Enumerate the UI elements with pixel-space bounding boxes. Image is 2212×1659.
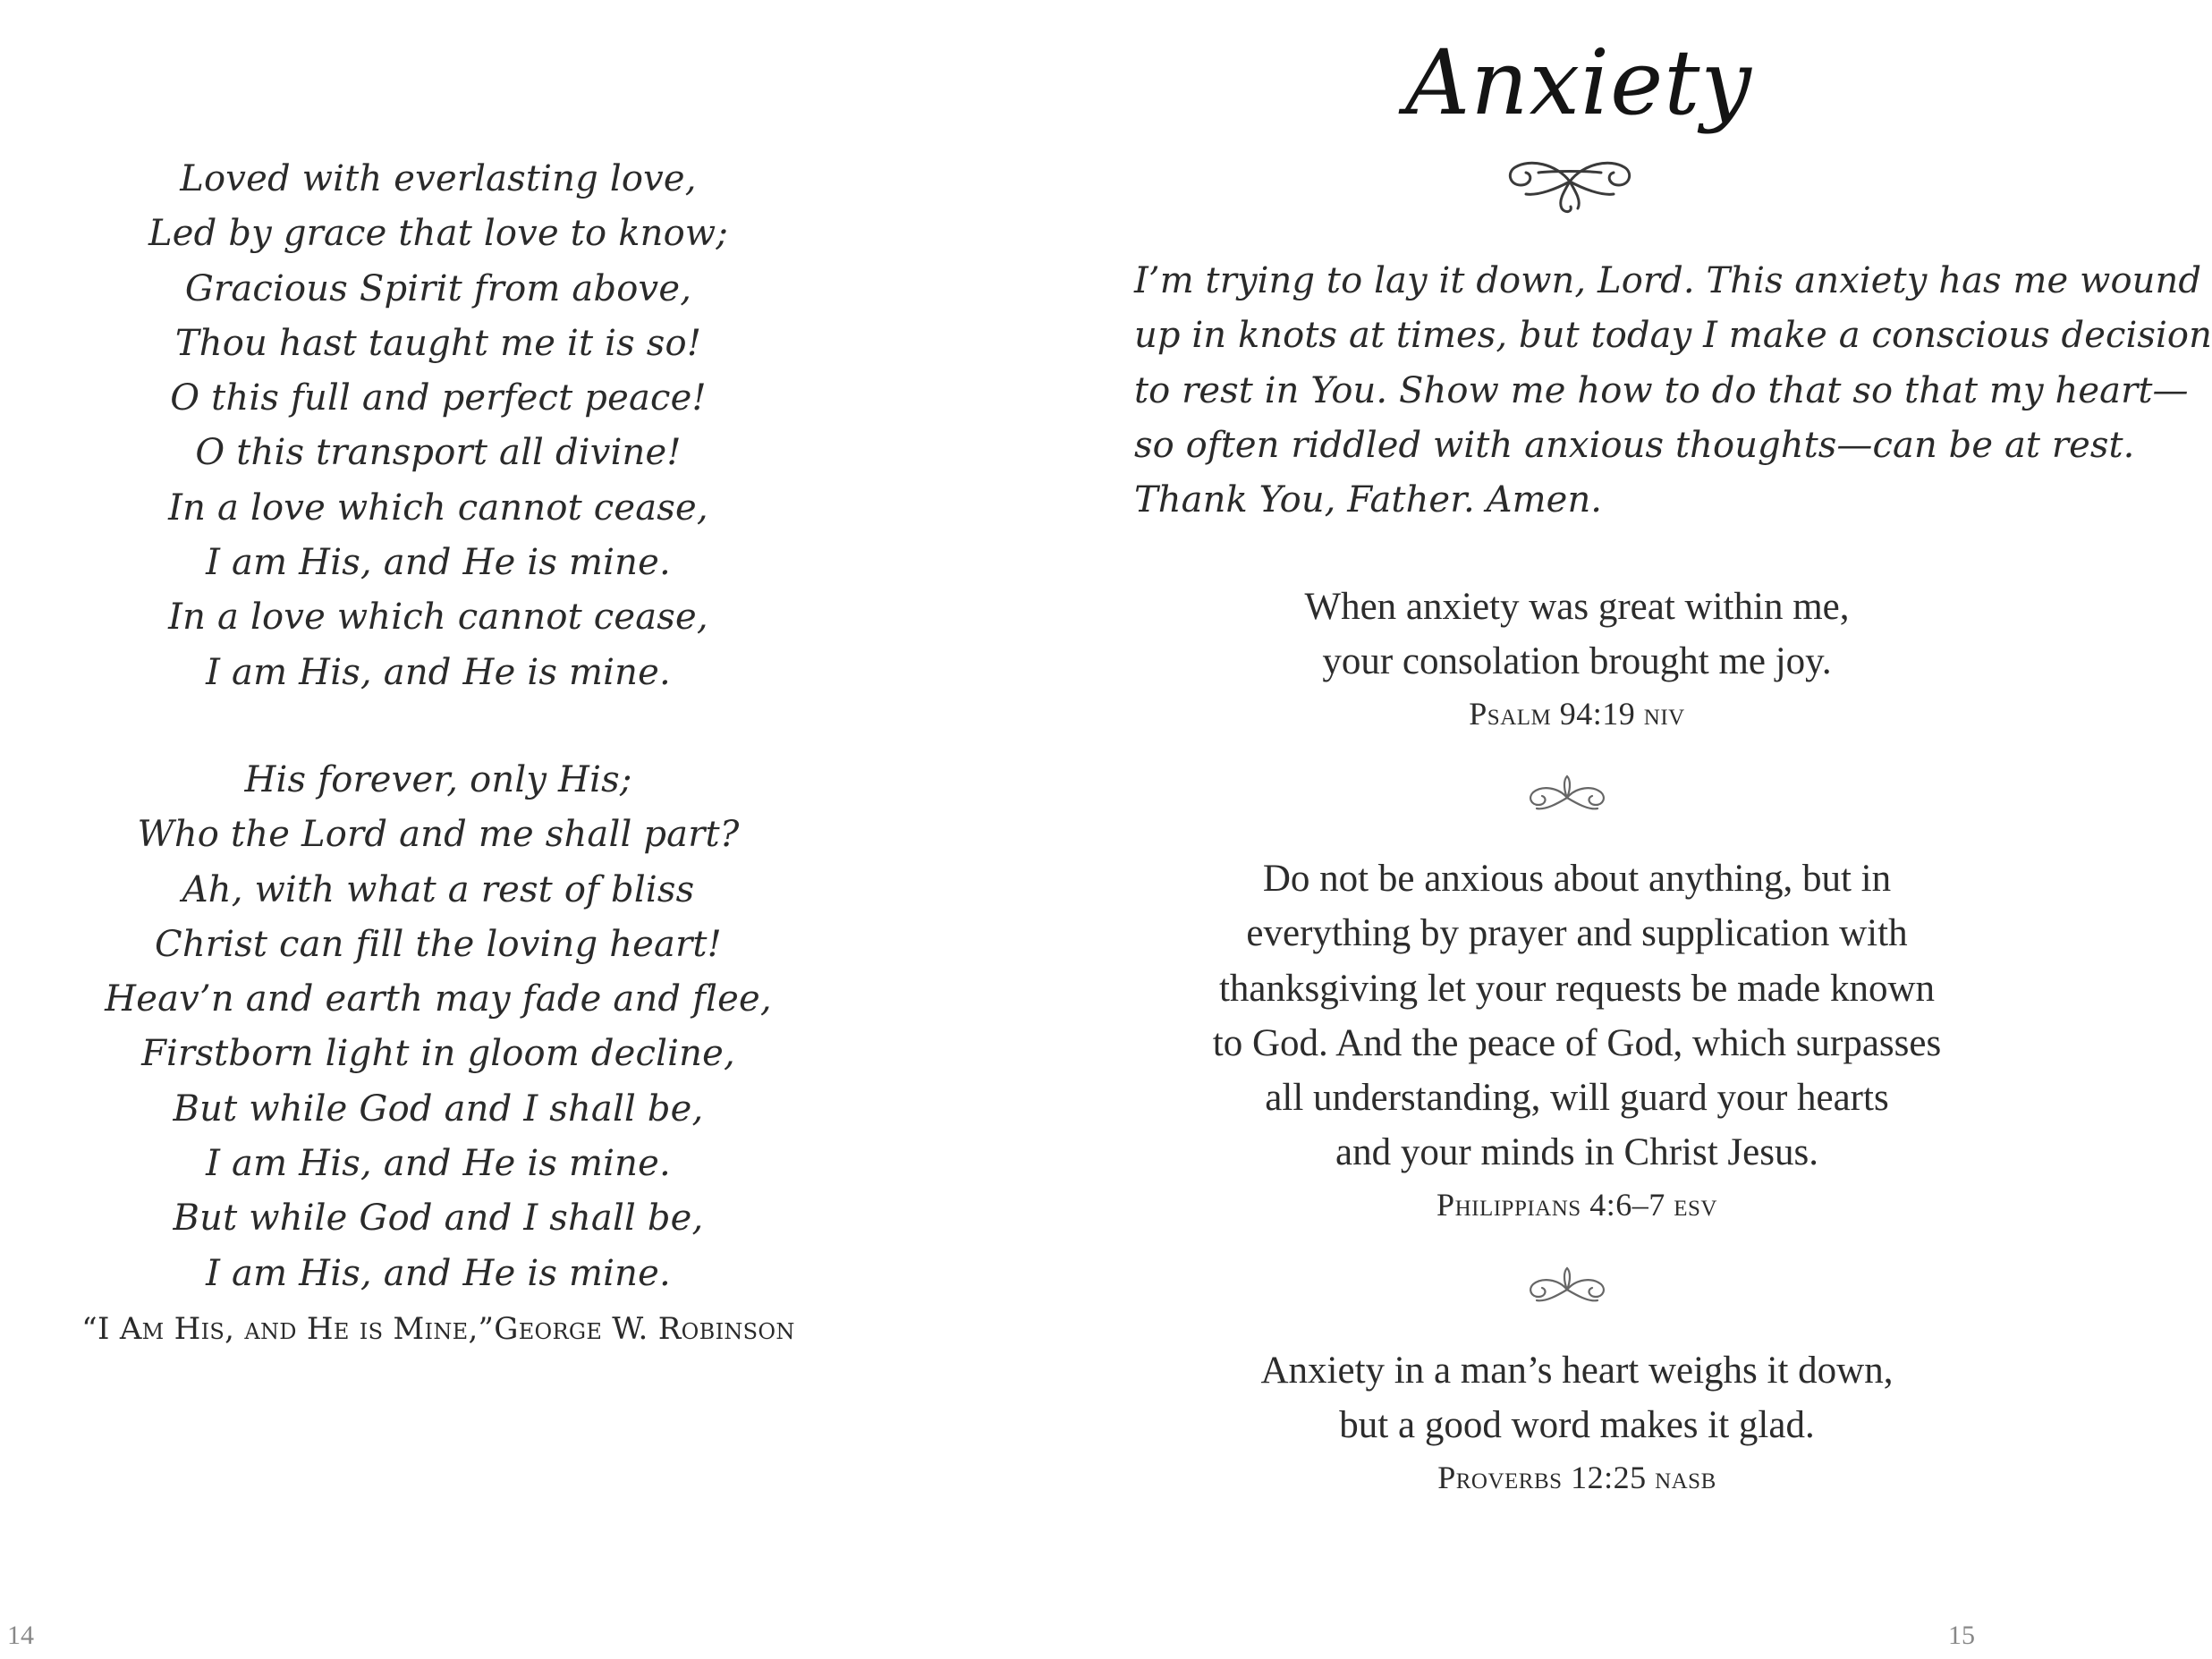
poem-line: I am His, and He is mine. xyxy=(206,1143,671,1185)
poem-line: His forever, only His; xyxy=(244,759,632,800)
poem-line: Ah, with what a rest of bliss xyxy=(182,868,695,910)
page-number-right: 15 xyxy=(1948,1621,1975,1650)
attribution-song: “I Am His, and He is Mine,” xyxy=(81,1311,495,1347)
prayer-line: I’m trying to lay it down, Lord. This anxiety has me wound xyxy=(1134,260,2202,301)
verse-line: When anxiety was great within me, xyxy=(1304,586,1850,628)
poem-attribution xyxy=(0,1311,877,1347)
prayer-line: so often riddled with anxious thoughts—can be at rest. xyxy=(1134,424,2135,466)
verse-reference: Philippians 4:6–7 esv xyxy=(1437,1186,1717,1223)
verse-line: everything by prayer and supplication with xyxy=(1246,912,1908,955)
poem-line: O this full and perfect peace! xyxy=(170,377,707,419)
poem-line: Heav’n and earth may fade and flee, xyxy=(105,978,772,1020)
verse-line: thanksgiving let your requests be made known xyxy=(1218,967,1936,1010)
prayer-line: Thank You, Father. Amen. xyxy=(1134,479,1603,521)
verse-line: your consolation brought me joy. xyxy=(1322,640,1832,683)
poem-stanza-2 xyxy=(0,753,877,1301)
verse-line: Do not be anxious about anything, but in xyxy=(1262,858,1892,900)
poem-line: Led by grace that love to know; xyxy=(148,213,729,255)
poem-line: Gracious Spirit from above, xyxy=(184,267,692,309)
verse-line: and your minds in Christ Jesus. xyxy=(1335,1131,1818,1174)
scripture-verse xyxy=(1134,1343,2020,1502)
poem-line: Firstborn light in gloom decline, xyxy=(141,1033,735,1075)
poem-line: I am His, and He is mine. xyxy=(206,542,671,584)
poem-line: But while God and I shall be, xyxy=(173,1198,704,1240)
poem-line: But while God and I shall be, xyxy=(173,1088,704,1130)
poem-line: I am His, and He is mine. xyxy=(206,1252,671,1294)
prayer-line: to rest in You. Show me how to do that so that my heart— xyxy=(1134,369,2189,411)
attribution-author: George W. Robinson xyxy=(494,1311,795,1347)
prayer-line: up in knots at times, but today I make a conscious decision xyxy=(1134,315,2212,357)
page-title: Anxiety xyxy=(1405,30,1752,135)
verse-line: but a good word makes it glad. xyxy=(1339,1404,1815,1447)
left-page xyxy=(0,0,1016,1659)
poem-stanza-1 xyxy=(0,152,877,700)
flourish-divider-icon xyxy=(1524,771,1610,821)
poem-line: I am His, and He is mine. xyxy=(206,651,671,693)
verse-line: Anxiety in a man’s heart weighs it down, xyxy=(1260,1350,1894,1392)
verse-line: all understanding, will guard your hearts xyxy=(1265,1077,1889,1120)
page-number-left: 14 xyxy=(7,1621,34,1650)
flourish-ornament-icon xyxy=(1503,146,1637,217)
poem-line: In a love which cannot cease, xyxy=(168,487,708,529)
verse-reference: Psalm 94:19 niv xyxy=(1469,695,1685,732)
verse-reference: Proverbs 12:25 nasb xyxy=(1437,1459,1716,1495)
poem-line: In a love which cannot cease, xyxy=(168,597,708,639)
poem-line: Thou hast taught me it is so! xyxy=(174,322,702,364)
scripture-verse xyxy=(1134,580,2020,738)
poem-line: Loved with everlasting love, xyxy=(180,158,697,199)
verse-line: to God. And the peace of God, which surpasses xyxy=(1212,1021,1942,1064)
poem-line: Who the Lord and me shall part? xyxy=(137,814,740,856)
poem-line: O this transport all divine! xyxy=(195,432,682,474)
scripture-verse xyxy=(1134,851,2020,1229)
prayer-paragraph xyxy=(1134,254,2212,528)
flourish-divider-icon xyxy=(1524,1263,1610,1313)
poem-line: Christ can fill the loving heart! xyxy=(155,923,722,965)
